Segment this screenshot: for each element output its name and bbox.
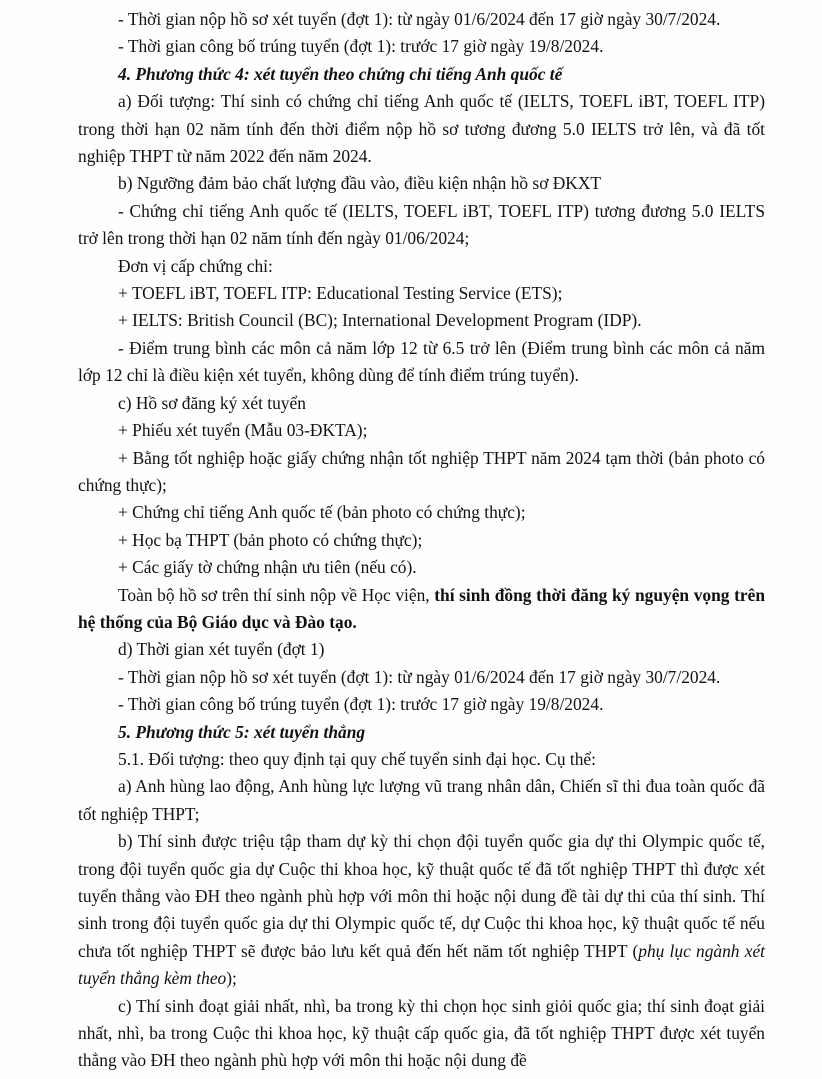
- paragraph-dossier-priority: + Các giấy tờ chứng nhận ưu tiên (nếu có).: [118, 557, 417, 578]
- submission-note-text: Toàn bộ hồ sơ trên thí sinh nộp về Học viện,: [118, 584, 435, 605]
- paragraph-national-prize-winners: c) Thí sinh đoạt giải nhất, nhì, ba trong kỳ thi chọn học sinh giỏi quốc gia; thí sinh đoạt giải nhất, nhì, ba trong Cuộc thi khoa học, kỹ thuật cấp quốc gia, đã tốt nghiệp THPT được xét tuyển thẳng vào ĐH theo ngành phù hợp với môn thi hoặc nội dung đề: [78, 995, 765, 1071]
- section-heading-method-5: 5. Phương thức 5: xét tuyển thẳng: [118, 721, 366, 742]
- paragraph-heroes: a) Anh hùng lao động, Anh hùng lực lượng vũ trang nhân dân, Chiến sĩ thi đua toàn quốc đã tốt nghiệp THPT;: [78, 776, 765, 824]
- section-heading-method-4: 4. Phương thức 4: xét tuyển theo chứng chỉ tiếng Anh quốc tế: [118, 63, 563, 84]
- paragraph-dossier-heading: c) Hồ sơ đăng ký xét tuyển: [118, 392, 306, 413]
- paragraph-dossier-form: + Phiếu xét tuyển (Mẫu 03-ĐKTA);: [118, 420, 368, 441]
- paragraph-announcement-period-2: - Thời gian công bố trúng tuyển (đợt 1): trước 17 giờ ngày 19/8/2024.: [118, 694, 604, 715]
- paragraph-review-time-heading: d) Thời gian xét tuyển (đợt 1): [118, 639, 325, 660]
- paragraph-dossier-transcript: + Học bạ THPT (bản photo có chứng thực);: [118, 529, 423, 550]
- paragraph-submission-note: [78, 582, 765, 637]
- paragraph-dossier-diploma: + Bằng tốt nghiệp hoặc giấy chứng nhận tốt nghiệp THPT năm 2024 tạm thời (bản photo có chứng thực);: [78, 447, 765, 495]
- olympic-candidates-end: );: [226, 968, 237, 989]
- paragraph-issuer-ets: + TOEFL iBT, TOEFL ITP: Educational Testing Service (ETS);: [118, 283, 563, 304]
- paragraph-certificate-requirement: - Chứng chỉ tiếng Anh quốc tế (IELTS, TOEFL iBT, TOEFL ITP) tương đương 5.0 IELTS trở lên trong thời hạn 02 năm tính đến ngày 01/06/2024;: [78, 200, 765, 249]
- paragraph-submission-period-2: - Thời gian nộp hồ sơ xét tuyển (đợt 1): từ ngày 01/6/2024 đến 17 giờ ngày 30/7/2024.: [118, 666, 721, 687]
- paragraph-issuer-ielts: + IELTS: British Council (BC); International Development Program (IDP).: [118, 310, 642, 331]
- submission-note-emphasis: thí sinh đồng thời đăng ký nguyện vọng trên hệ thống của Bộ Giáo dục và Đào tạo.: [78, 584, 765, 632]
- document-body: [78, 6, 765, 1075]
- paragraph-submission-period-1: - Thời gian nộp hồ sơ xét tuyển (đợt 1): từ ngày 01/6/2024 đến 17 giờ ngày 30/7/2024.: [118, 9, 721, 29]
- olympic-candidates-text: b) Thí sinh được triệu tập tham dự kỳ thi chọn đội tuyển quốc gia dự thi Olympic quốc tế, trong đội tuyển quốc gia dự Cuộc thi khoa học, kỹ thuật quốc tế đã tốt nghiệp THPT thì được xét tuyển thẳng vào ĐH theo ngành phù hợp với môn thi hoặc nội dung đề tài dự thi của thí sinh. Thí sinh trong đội tuyển quốc gia dự thi Olympic quốc tế, dự Cuộc thi khoa học, kỹ thuật quốc tế nếu chưa tốt nghiệp THPT sẽ được bảo lưu kết quả đến hết năm tốt nghiệp THPT (: [78, 831, 765, 961]
- paragraph-announcement-period-1: - Thời gian công bố trúng tuyển (đợt 1): trước 17 giờ ngày 19/8/2024.: [118, 36, 604, 57]
- olympic-appendix-note: phụ lục ngành xét tuyển thẳng kèm theo: [78, 940, 765, 989]
- paragraph-eligibility: a) Đối tượng: Thí sinh có chứng chỉ tiếng Anh quốc tế (IELTS, TOEFL iBT, TOEFL ITP) trong thời hạn 02 năm tính đến thời điểm nộp hồ sơ tương đương 5.0 IELTS trở lên, và đã tốt nghiệp THPT từ năm 2022 đến năm 2024.: [78, 91, 765, 167]
- paragraph-gpa-requirement: - Điểm trung bình các môn cả năm lớp 12 từ 6.5 trở lên (Điểm trung bình các môn cả năm lớp 12 chỉ là điều kiện xét tuyển, không dùng để tính điểm trúng tuyển).: [78, 337, 765, 386]
- paragraph-dossier-certificate: + Chứng chỉ tiếng Anh quốc tế (bản photo có chứng thực);: [118, 502, 526, 523]
- paragraph-quality-threshold: b) Ngưỡng đảm bảo chất lượng đầu vào, điều kiện nhận hồ sơ ĐKXT: [118, 173, 602, 194]
- paragraph-issuers-label: Đơn vị cấp chứng chỉ:: [118, 255, 273, 276]
- paragraph-direct-admission-subjects: 5.1. Đối tượng: theo quy định tại quy chế tuyển sinh đại học. Cụ thể:: [118, 748, 596, 769]
- paragraph-olympic-candidates: [78, 828, 765, 992]
